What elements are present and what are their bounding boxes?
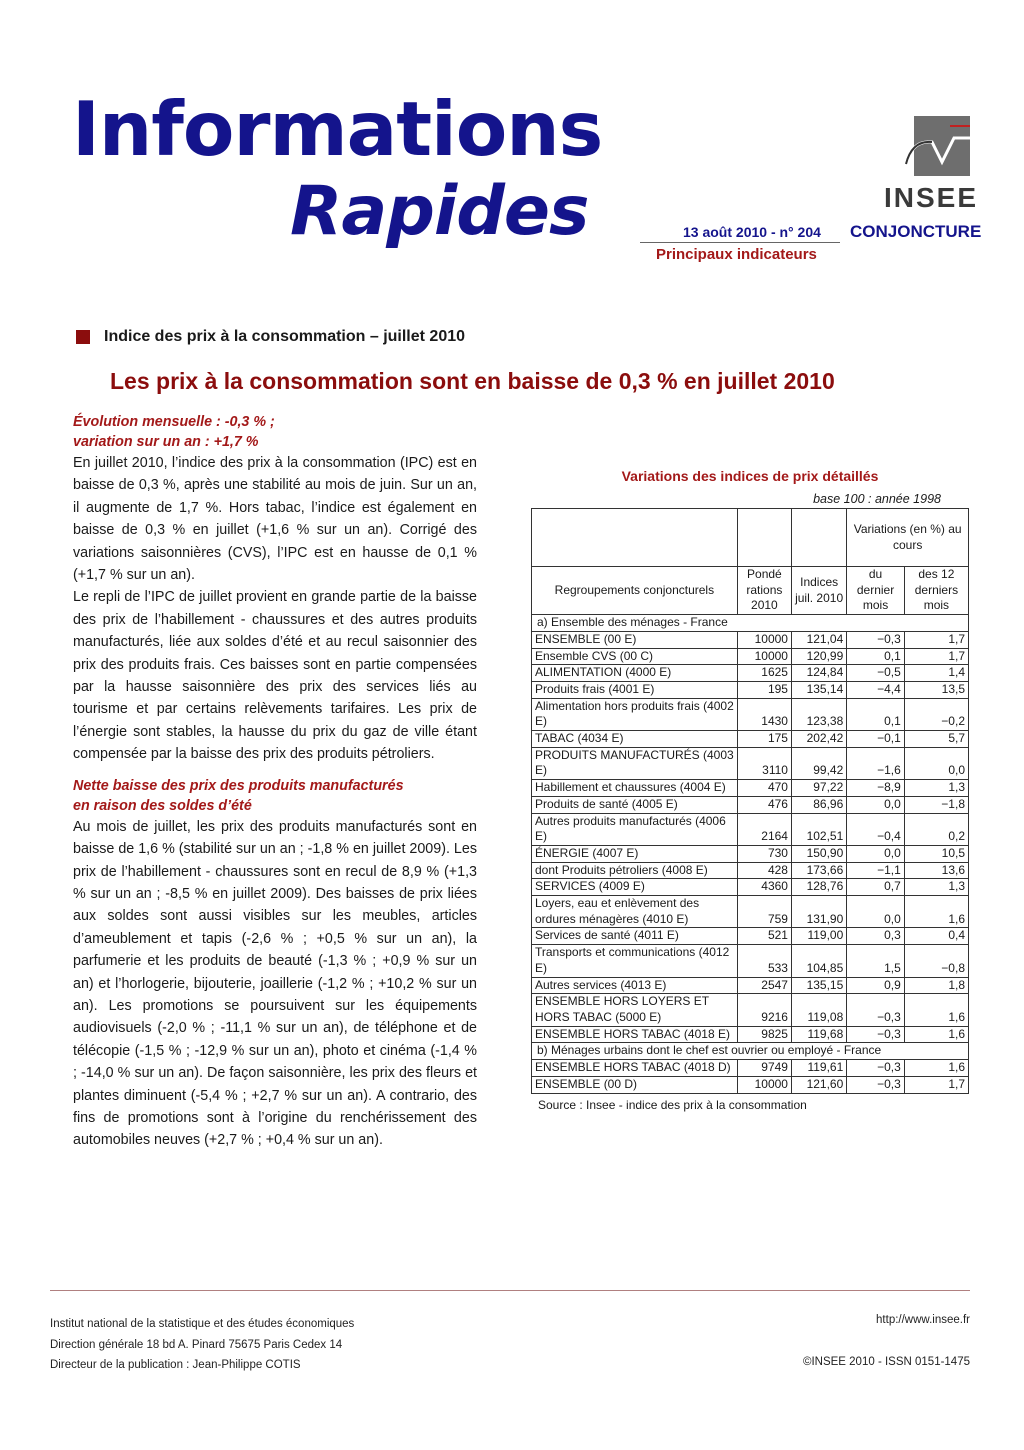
row-value: 1,6	[904, 994, 968, 1026]
row-value: 128,76	[791, 879, 846, 896]
section-b-label: b) Ménages urbains dont le chef est ouvrier ou employé - France	[532, 1043, 969, 1060]
row-value: −0,3	[847, 1026, 905, 1043]
row-value: −0,3	[847, 1060, 905, 1077]
table-base-note: base 100 : année 1998	[813, 492, 941, 506]
table-header-variations: Variations (en %) au cours	[847, 509, 969, 567]
footer-url-link[interactable]: http://www.insee.fr	[876, 1314, 970, 1326]
lead-line-2: variation sur un an : +1,7 %	[73, 434, 259, 450]
table-header-empty	[737, 509, 791, 567]
row-value: 1,7	[904, 1076, 968, 1093]
row-label: Loyers, eau et enlèvement des ordures ménagères (4010 E)	[532, 896, 738, 928]
table-row	[532, 994, 969, 1026]
row-value: 0,1	[847, 698, 905, 730]
row-value: 1,3	[904, 879, 968, 896]
table-row	[532, 896, 969, 928]
row-value: 10000	[737, 648, 791, 665]
row-label: Produits frais (4001 E)	[532, 681, 738, 698]
table-title: Variations des indices de prix détaillés	[621, 468, 879, 484]
table-row	[532, 1026, 969, 1043]
row-value: 1,6	[904, 1026, 968, 1043]
row-value: 102,51	[791, 813, 846, 845]
row-value: 10000	[737, 631, 791, 648]
row-label: Transports et communications (4012 E)	[532, 945, 738, 977]
row-value: 0,4	[904, 928, 968, 945]
footer-rule	[50, 1290, 970, 1291]
row-label: ÉNERGIE (4007 E)	[532, 845, 738, 862]
issue-date-number: 13 août 2010 - n° 204	[683, 224, 821, 240]
table-row	[532, 862, 969, 879]
row-label: ENSEMBLE HORS TABAC (4018 E)	[532, 1026, 738, 1043]
row-value: 202,42	[791, 731, 846, 748]
masthead-rule	[640, 242, 840, 243]
row-value: 1430	[737, 698, 791, 730]
row-value: 1,4	[904, 665, 968, 682]
series-label: CONJONCTURE	[850, 222, 982, 241]
row-value: 0,2	[904, 813, 968, 845]
row-value: 2164	[737, 813, 791, 845]
table-row	[532, 928, 969, 945]
row-value: 1625	[737, 665, 791, 682]
row-value: 1,5	[847, 945, 905, 977]
insee-logo	[884, 116, 979, 216]
row-value: 120,99	[791, 648, 846, 665]
table-header-regroupements: Regroupements conjoncturels	[532, 567, 738, 615]
row-value: 119,68	[791, 1026, 846, 1043]
masthead-title: Informations	[72, 85, 603, 173]
row-value: −1,8	[904, 796, 968, 813]
row-value: 173,66	[791, 862, 846, 879]
row-value: 1,7	[904, 648, 968, 665]
row-value: 99,42	[791, 747, 846, 779]
row-value: 13,5	[904, 681, 968, 698]
square-bullet-icon	[76, 330, 90, 344]
row-value: 0,0	[847, 896, 905, 928]
row-label: ENSEMBLE (00 D)	[532, 1076, 738, 1093]
paragraph-2: Le repli de l’IPC de juillet provient en grande partie de la baisse des prix de l’habillement - chaussures et des autres produits manufacturés, liée aux soldes d’été et au recul saisonnier des prix des produits frais. Ces baisses sont en partie compensées par la hausse saisonnière des prix des services liés au tourisme et par certains relèvements tarifaires. Les prix de l’énergie sont stables, la hausse du prix du gaz de ville étant compensée par la baisse des prix des produits pétroliers.	[73, 589, 477, 763]
row-value: 10000	[737, 1076, 791, 1093]
table-row	[532, 977, 969, 994]
row-value: 428	[737, 862, 791, 879]
row-value: 759	[737, 896, 791, 928]
row-value: −0,3	[847, 631, 905, 648]
row-value: 0,7	[847, 879, 905, 896]
row-label: PRODUITS MANUFACTURÉS (4003 E)	[532, 747, 738, 779]
row-value: 10,5	[904, 845, 968, 862]
table-row	[532, 796, 969, 813]
row-value: −0,2	[904, 698, 968, 730]
table-row	[532, 813, 969, 845]
row-value: −8,9	[847, 780, 905, 797]
table-row	[532, 747, 969, 779]
table-row	[532, 1060, 969, 1077]
row-value: 121,60	[791, 1076, 846, 1093]
footer-line-3: Directeur de la publication : Jean-Philippe COTIS	[50, 1359, 301, 1371]
row-label: ENSEMBLE (00 E)	[532, 631, 738, 648]
table-header-row-2	[532, 567, 969, 615]
row-value: 476	[737, 796, 791, 813]
row-value: 521	[737, 928, 791, 945]
row-value: −0,3	[847, 994, 905, 1026]
row-value: 730	[737, 845, 791, 862]
row-value: 9825	[737, 1026, 791, 1043]
row-label: dont Produits pétroliers (4008 E)	[532, 862, 738, 879]
table-section-b	[532, 1043, 969, 1093]
row-value: 1,7	[904, 631, 968, 648]
row-value: −4,4	[847, 681, 905, 698]
row-value: 135,14	[791, 681, 846, 698]
table-header-empty	[532, 509, 738, 567]
topic-line	[76, 328, 465, 346]
row-value: −0,8	[904, 945, 968, 977]
table-row	[532, 845, 969, 862]
row-value: 13,6	[904, 862, 968, 879]
table-row	[532, 665, 969, 682]
row-label: Services de santé (4011 E)	[532, 928, 738, 945]
row-value: 0,9	[847, 977, 905, 994]
row-label: ENSEMBLE HORS LOYERS ET HORS TABAC (5000 E)	[532, 994, 738, 1026]
table-row	[532, 681, 969, 698]
masthead-subtitle: Rapides	[290, 172, 589, 251]
footer-copyright: ©INSEE 2010 - ISSN 0151-1475	[802, 1356, 970, 1368]
section-a-label: a) Ensemble des ménages - France	[532, 615, 969, 632]
row-value: 0,1	[847, 648, 905, 665]
row-value: −1,6	[847, 747, 905, 779]
row-value: 9749	[737, 1060, 791, 1077]
table-row	[532, 945, 969, 977]
row-value: 9216	[737, 994, 791, 1026]
row-value: 150,90	[791, 845, 846, 862]
row-value: −1,1	[847, 862, 905, 879]
table-header-ponderations: Pondé rations 2010	[737, 567, 791, 615]
row-value: 2547	[737, 977, 791, 994]
row-value: −0,4	[847, 813, 905, 845]
row-label: Produits de santé (4005 E)	[532, 796, 738, 813]
table-row	[532, 648, 969, 665]
row-value: 97,22	[791, 780, 846, 797]
price-index-table	[531, 508, 969, 1094]
table-row	[532, 631, 969, 648]
table-header-indices: Indices juil. 2010	[791, 567, 846, 615]
row-value: 0,0	[847, 796, 905, 813]
row-value: 119,61	[791, 1060, 846, 1077]
row-value: 1,3	[904, 780, 968, 797]
row-value: 3110	[737, 747, 791, 779]
row-label: TABAC (4034 E)	[532, 731, 738, 748]
paragraph-1: En juillet 2010, l’indice des prix à la consommation (IPC) est en baisse de 0,3 %, après une stabilité au mois de juin. Sur un an, il augmente de 1,7 %. Hors tabac, l’indice est également en baisse de 0,3 % en juillet (+1,6 % sur un an). Corrigé des variations saisonnières (CVS), l’IPC est en hausse de 0,1 % (+1,7 % sur un an).	[73, 455, 477, 584]
section-row	[532, 615, 969, 632]
row-label: Alimentation hors produits frais (4002 E)	[532, 698, 738, 730]
table-row	[532, 780, 969, 797]
topic-text: Indice des prix à la consommation – juillet 2010	[104, 328, 466, 345]
row-value: 131,90	[791, 896, 846, 928]
row-value: 5,7	[904, 731, 968, 748]
row-value: 123,38	[791, 698, 846, 730]
row-value: 533	[737, 945, 791, 977]
row-value: 0,3	[847, 928, 905, 945]
row-value: 0,0	[847, 845, 905, 862]
row-value: −0,3	[847, 1076, 905, 1093]
row-value: 1,6	[904, 1060, 968, 1077]
table-row	[532, 698, 969, 730]
row-value: 121,04	[791, 631, 846, 648]
row-value: 0,0	[904, 747, 968, 779]
insee-logo-text: INSEE	[884, 182, 979, 213]
table-header-12-mois: des 12 derniers mois	[904, 567, 968, 615]
row-value: 119,00	[791, 928, 846, 945]
row-value: 470	[737, 780, 791, 797]
row-value: 175	[737, 731, 791, 748]
footer-line-2: Direction générale 18 bd A. Pinard 75675 Paris Cedex 14	[50, 1338, 343, 1351]
left-column	[73, 412, 477, 1152]
table-section-a	[532, 615, 969, 1043]
section-row	[532, 1043, 969, 1060]
row-label: Ensemble CVS (00 C)	[532, 648, 738, 665]
table-row	[532, 1076, 969, 1093]
footer-line-1: Institut national de la statistique et des études économiques	[50, 1318, 355, 1330]
row-value: 1,6	[904, 896, 968, 928]
table-header-row-1	[532, 509, 969, 567]
row-label: SERVICES (4009 E)	[532, 879, 738, 896]
row-value: 4360	[737, 879, 791, 896]
row-value: 195	[737, 681, 791, 698]
row-label: Autres produits manufacturés (4006 E)	[532, 813, 738, 845]
row-label: ENSEMBLE HORS TABAC (4018 D)	[532, 1060, 738, 1077]
insee-logo-mark-icon	[902, 120, 972, 182]
table-source: Source : Insee - indice des prix à la consommation	[538, 1098, 807, 1112]
row-value: 135,15	[791, 977, 846, 994]
row-value: 1,8	[904, 977, 968, 994]
table-row	[532, 731, 969, 748]
subhead-line-1: Nette baisse des prix des produits manufacturés	[73, 777, 404, 794]
row-value: 86,96	[791, 796, 846, 813]
row-value: −0,1	[847, 731, 905, 748]
table-header-dernier-mois: du dernier mois	[847, 567, 905, 615]
row-label: ALIMENTATION (4000 E)	[532, 665, 738, 682]
table-header-empty	[791, 509, 846, 567]
row-label: Autres services (4013 E)	[532, 977, 738, 994]
subhead-line-2: en raison des soldes d’été	[73, 797, 252, 814]
row-value: −0,5	[847, 665, 905, 682]
row-value: 104,85	[791, 945, 846, 977]
footer-address	[50, 1314, 354, 1376]
section-label: Principaux indicateurs	[656, 246, 817, 263]
row-value: 124,84	[791, 665, 846, 682]
headline: Les prix à la consommation sont en baisse de 0,3 % en juillet 2010	[110, 368, 835, 394]
row-value: 119,08	[791, 994, 846, 1026]
paragraph-3: Au mois de juillet, les prix des produits manufacturés sont en baisse de 1,6 % (stabilité sur un an ; -1,8 % en juillet 2009). Les prix de l’habillement - chaussures sont en recul de 8,9 % (+1,3 % sur un an ; -8,5 % en juillet 2009). Des baisses de prix liées aux soldes sont aussi visibles sur les meubles, articles d’ameublement et tapis (-2,6 % ; +0,5 % sur un an), la parfumerie et les produits de beauté (-1,3 % ; +0,9 % sur un an) et l’horlogerie, bijouterie, joaillerie (-1,2 % ; +10,2 % sur un an). Les promotions se poursuivent sur les équipements audiovisuels (-2,0 % ; -11,1 % sur un an), de téléphone et de télécopie (-1,5 % ; -12,9 % sur un an), photo et cinéma (-1,4 % ; -14,0 % sur un an). De façon saisonnière, les prix des fleurs et plantes diminuent (-5,4 % ; +2,7 % sur un an). A contrario, des fins de promotions sont à l’origine du renchérissement des automobiles neuves (+2,7 % ; +0,4 % sur un an).	[73, 818, 477, 1149]
row-label: Habillement et chaussures (4004 E)	[532, 780, 738, 797]
lead-line-1: Évolution mensuelle : -0,3 % ;	[73, 414, 275, 430]
table-row	[532, 879, 969, 896]
